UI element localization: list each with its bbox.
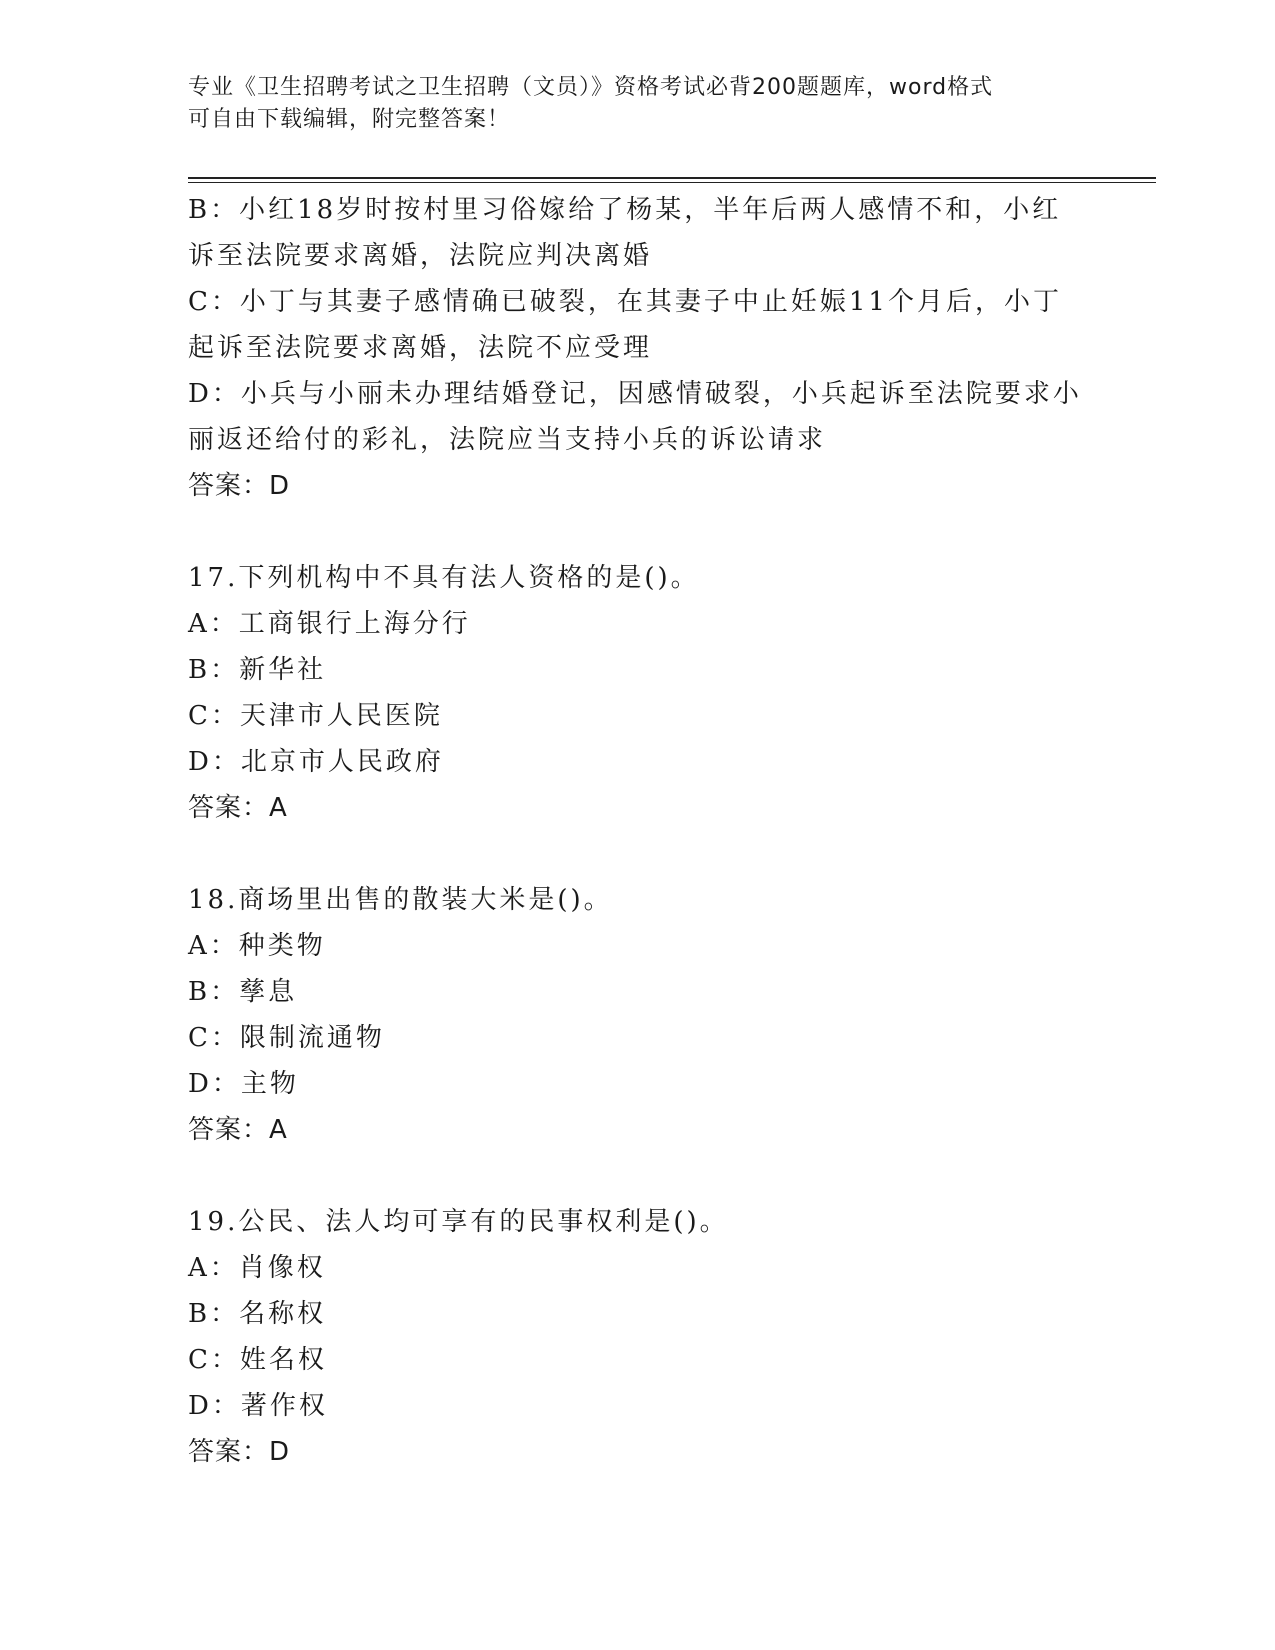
option-d: D：主物 <box>188 1069 299 1099</box>
header-title-line-2: 可自由下载编辑，附完整答案！ <box>188 107 511 132</box>
answer-line: 答案：D <box>188 1437 291 1467</box>
option-a: A：肖像权 <box>188 1253 326 1283</box>
answer-line: 答案：A <box>188 1115 288 1145</box>
option-d-line-2: 丽返还给付的彩礼，法院应当支持小兵的诉讼请求 <box>188 425 827 455</box>
option-d-line-1: D：小兵与小丽未办理结婚登记，因感情破裂，小兵起诉至法院要求小 <box>188 379 1082 409</box>
question-19 <box>188 1199 1088 1475</box>
question-text: 19.公民、法人均可享有的民事权利是()。 <box>188 1207 729 1237</box>
option-c: C：限制流通物 <box>188 1023 385 1053</box>
option-a: A：工商银行上海分行 <box>188 609 471 639</box>
question-text: 17.下列机构中不具有法人资格的是()。 <box>188 563 700 593</box>
option-c-line-2: 起诉至法院要求离婚，法院不应受理 <box>188 333 653 363</box>
header-divider-thick <box>188 177 1156 179</box>
spacer <box>188 1153 1088 1199</box>
option-b-line-1: B：小红18岁时按村里习俗嫁给了杨某，半年后两人感情不和，小红 <box>188 195 1062 225</box>
option-c-line-1: C：小丁与其妻子感情确已破裂，在其妻子中止妊娠11个月后，小丁 <box>188 287 1062 317</box>
question-text: 18.商场里出售的散装大米是()。 <box>188 885 613 915</box>
question-17 <box>188 555 1088 831</box>
option-c: C：姓名权 <box>188 1345 327 1375</box>
question-18 <box>188 877 1088 1153</box>
header-divider-thin <box>188 182 1156 183</box>
question-list <box>188 187 1088 1475</box>
option-b: B：新华社 <box>188 655 327 685</box>
option-d: D：北京市人民政府 <box>188 747 444 777</box>
document-header <box>188 72 1088 136</box>
option-b: B：孳息 <box>188 977 298 1007</box>
option-b-line-2: 诉至法院要求离婚，法院应判决离婚 <box>188 241 653 271</box>
spacer <box>188 831 1088 877</box>
option-d: D：著作权 <box>188 1391 328 1421</box>
spacer <box>188 509 1088 555</box>
answer-line: 答案：D <box>188 471 291 501</box>
header-title-line-1: 专业《卫生招聘考试之卫生招聘（文员）》资格考试必背200题题库，word格式 <box>188 75 994 100</box>
option-a: A：种类物 <box>188 931 326 961</box>
question-16-continued <box>188 187 1088 509</box>
answer-line: 答案：A <box>188 793 288 823</box>
option-c: C：天津市人民医院 <box>188 701 443 731</box>
option-b: B：名称权 <box>188 1299 327 1329</box>
